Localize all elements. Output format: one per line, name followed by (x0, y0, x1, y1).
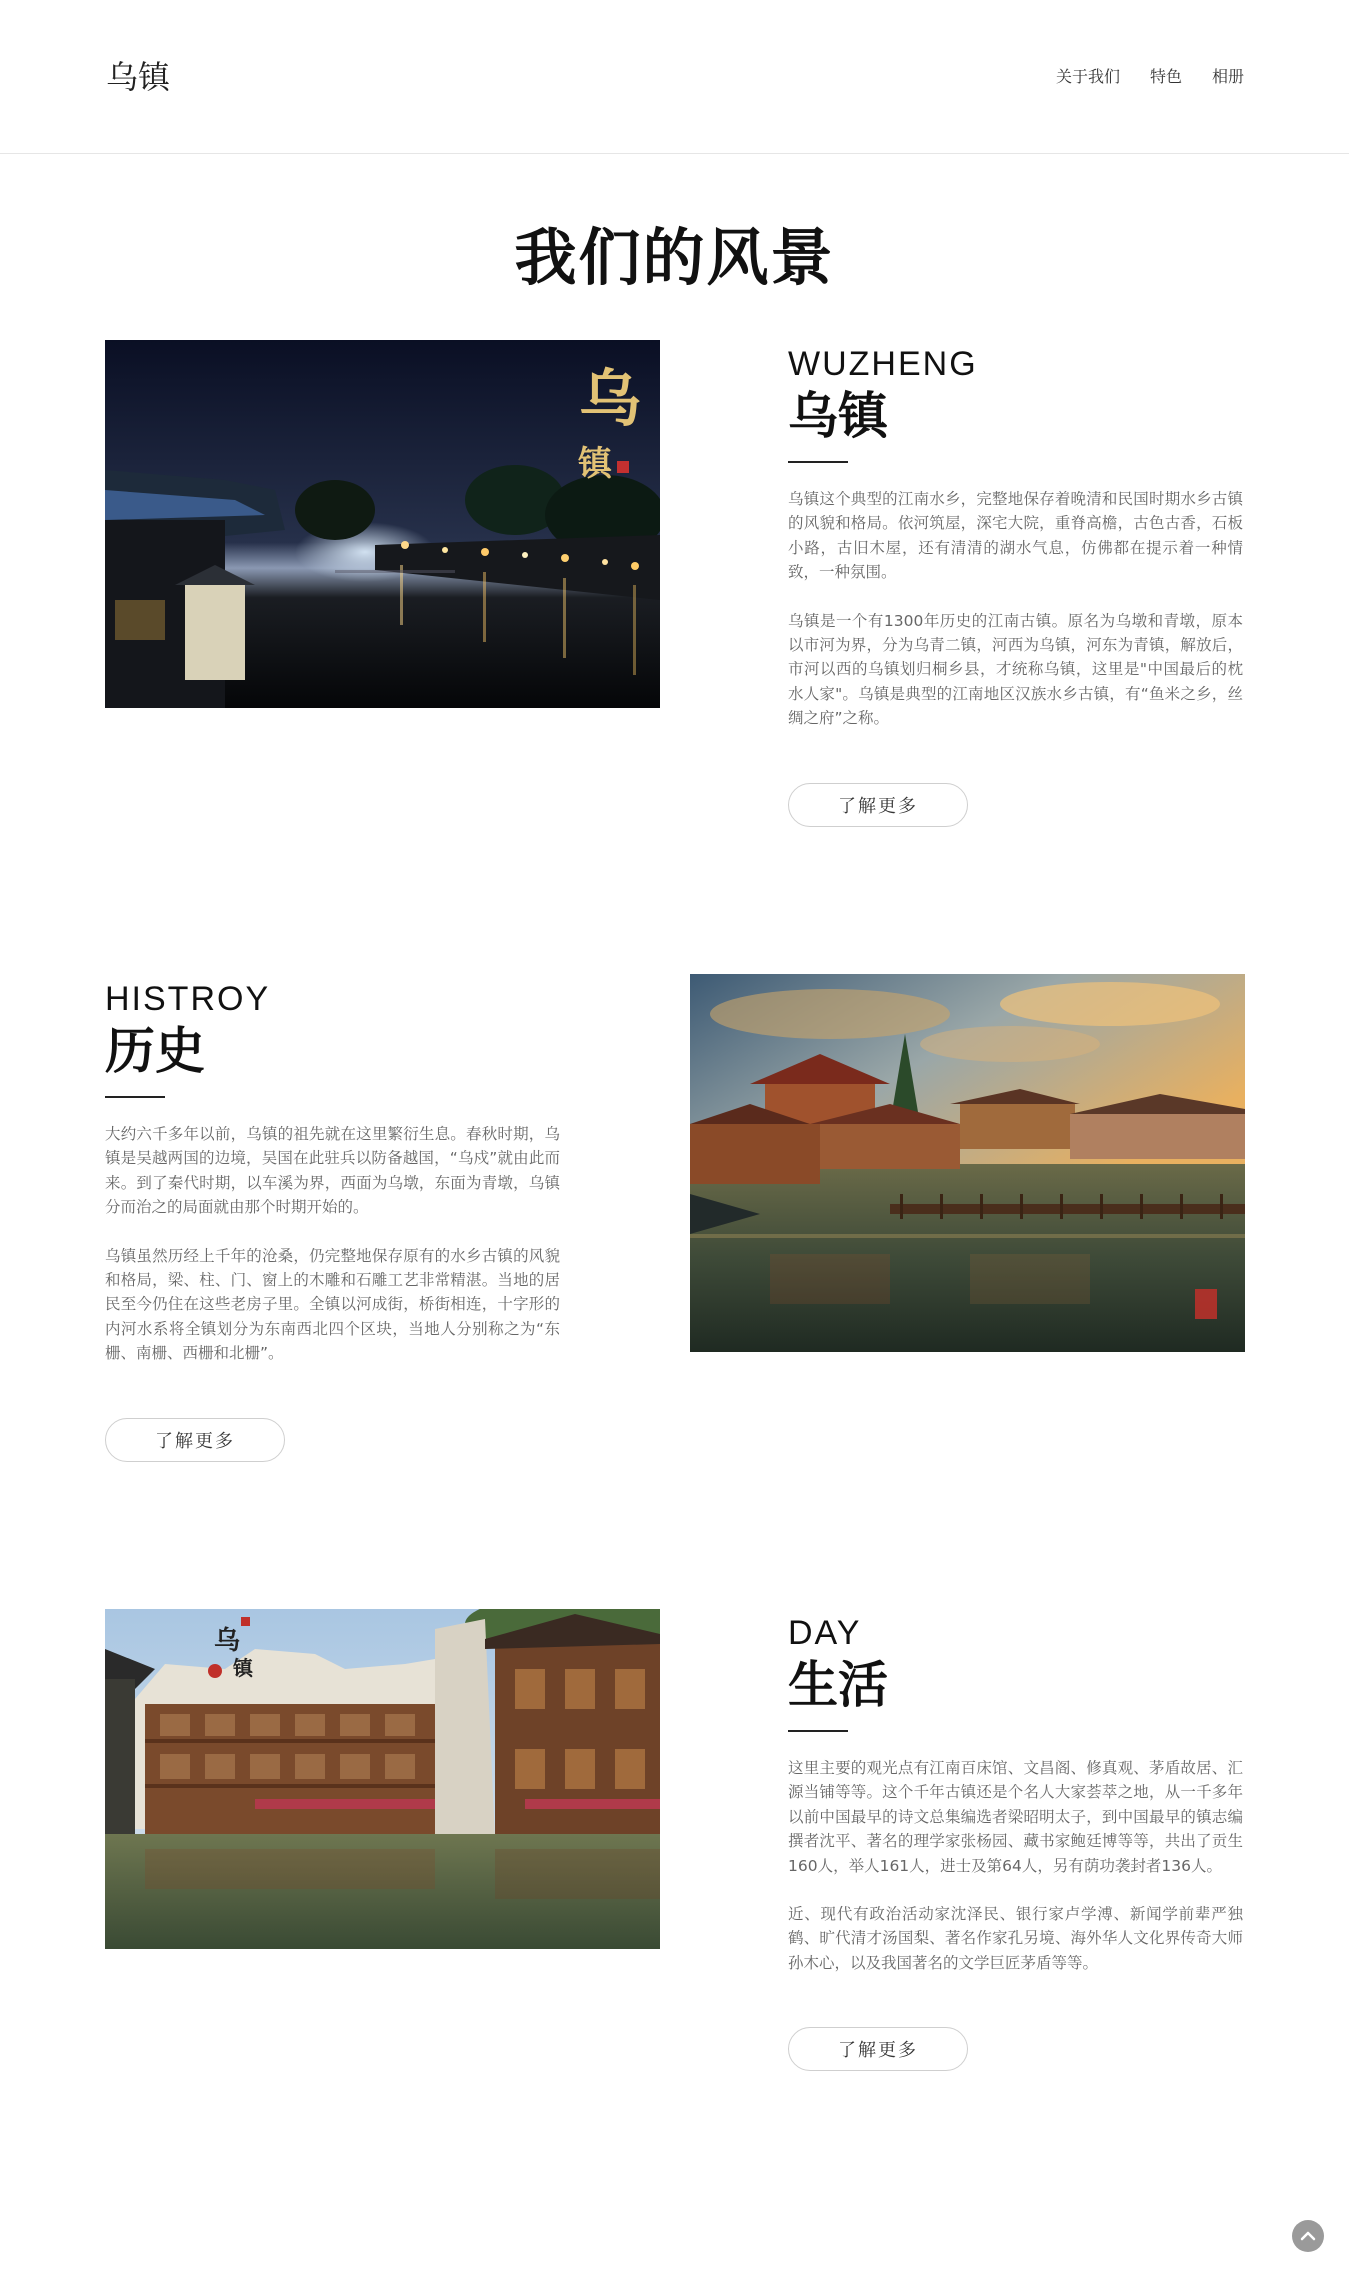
section-history (105, 980, 560, 1462)
section-wuzhen (788, 345, 1243, 827)
image-seal-text: 乌 (578, 362, 642, 435)
section-paragraph: 近、现代有政治活动家沈泽民、银行家卢学溥、新闻学前辈严独鹤、旷代清才汤国梨、著名作家孔另境、海外华人文化界传奇大师孙木心，以及我国著名的文学巨匠茅盾等等。 (788, 1905, 1243, 1972)
section-paragraph: 大约六千多年以前，乌镇的祖先就在这里繁衍生息。春秋时期，乌镇是吴越两国的边境，吴国在此驻兵以防备越国，“乌戍”就由此而来。到了秦代时期，以车溪为界，西面为乌墩，东面为青墩，乌镇分而治之的局面就由那个时期开始的。 (105, 1125, 560, 1217)
sunset-pavilion-image (690, 974, 1245, 1352)
section-paragraph: 乌镇是一个有1300年历史的江南古镇。原名为乌墩和青墩，原本以市河为界，分为乌青二镇，河西为乌镇，河东为青镇，解放后，市河以西的乌镇划归桐乡县，才统称乌镇，这里是"中国最后的枕水人家"。乌镇是典型的江南地区汉族水乡古镇，有“鱼米之乡，丝绸之府”之称。 (788, 611, 1243, 728)
svg-text:镇: 镇 (233, 1656, 253, 1680)
scroll-to-top-button[interactable] (1292, 2220, 1324, 2252)
section-paragraph: 这里主要的观光点有江南百床馆、文昌阁、修真观、茅盾故居、汇源当铺等等。这个千年古镇还是个名人大家荟萃之地，从一千多年以前中国最早的诗文总集编选者梁昭明太子，到中国最早的镇志编撰者沈平、著名的理学家张杨园、藏书家鲍廷博等等，共出了贡生160人，举人161人，进士及第64人，另有荫功袭封者136人。 (788, 1759, 1243, 1875)
page-title: 我们的风景 (514, 221, 835, 294)
site-logo[interactable]: 乌镇 (106, 58, 171, 96)
section-daily-life (788, 1614, 1243, 2071)
nav-link-about[interactable]: 关于我们 (1055, 67, 1120, 86)
title-divider (788, 1730, 848, 1732)
section-cn-title: 生活 (788, 1655, 888, 1714)
section-en-title: HISTROY (105, 980, 271, 1018)
section-en-title: WUZHENG (788, 345, 978, 383)
nav-link-gallery[interactable]: 相册 (1211, 67, 1244, 86)
learn-more-button[interactable]: 了解更多 (105, 1418, 285, 1462)
svg-text:乌: 乌 (213, 1626, 241, 1656)
section-paragraph: 乌镇虽然历经上千年的沧桑，仍完整地保存原有的水乡古镇的风貌和格局，梁、柱、门、窗上的木雕和石雕工艺非常精湛。当地的居民至今仍住在这些老房子里。全镇以河成街，桥街相连，十字形的内河水系将全镇划分为东南西北四个区块，当地人分别称之为“东栅、南栅、西栅和北栅”。 (105, 1246, 560, 1363)
title-divider (105, 1096, 165, 1098)
section-cn-title: 乌镇 (788, 386, 888, 445)
section-paragraph: 乌镇这个典型的江南水乡，完整地保存着晚清和民国时期水乡古镇的风貌和格局。依河筑屋，深宅大院，重脊高檐，古色古香，石板小路，古旧木屋，还有清清的湖水气息，仿佛都在提示着一种情致，一种氛围。 (788, 490, 1243, 582)
chevron-up-icon (1292, 2220, 1324, 2252)
waterside-houses-image (105, 1609, 660, 1949)
main-nav (1026, 64, 1244, 87)
section-en-title: DAY (788, 1614, 862, 1652)
section-cn-title: 历史 (105, 1021, 205, 1080)
learn-more-button[interactable]: 了解更多 (788, 2027, 968, 2071)
svg-text:镇: 镇 (578, 444, 612, 484)
learn-more-button[interactable]: 了解更多 (788, 783, 968, 827)
night-canal-image (105, 340, 660, 708)
site-header (0, 0, 1349, 154)
nav-link-features[interactable]: 特色 (1149, 67, 1182, 86)
title-divider (788, 461, 848, 463)
